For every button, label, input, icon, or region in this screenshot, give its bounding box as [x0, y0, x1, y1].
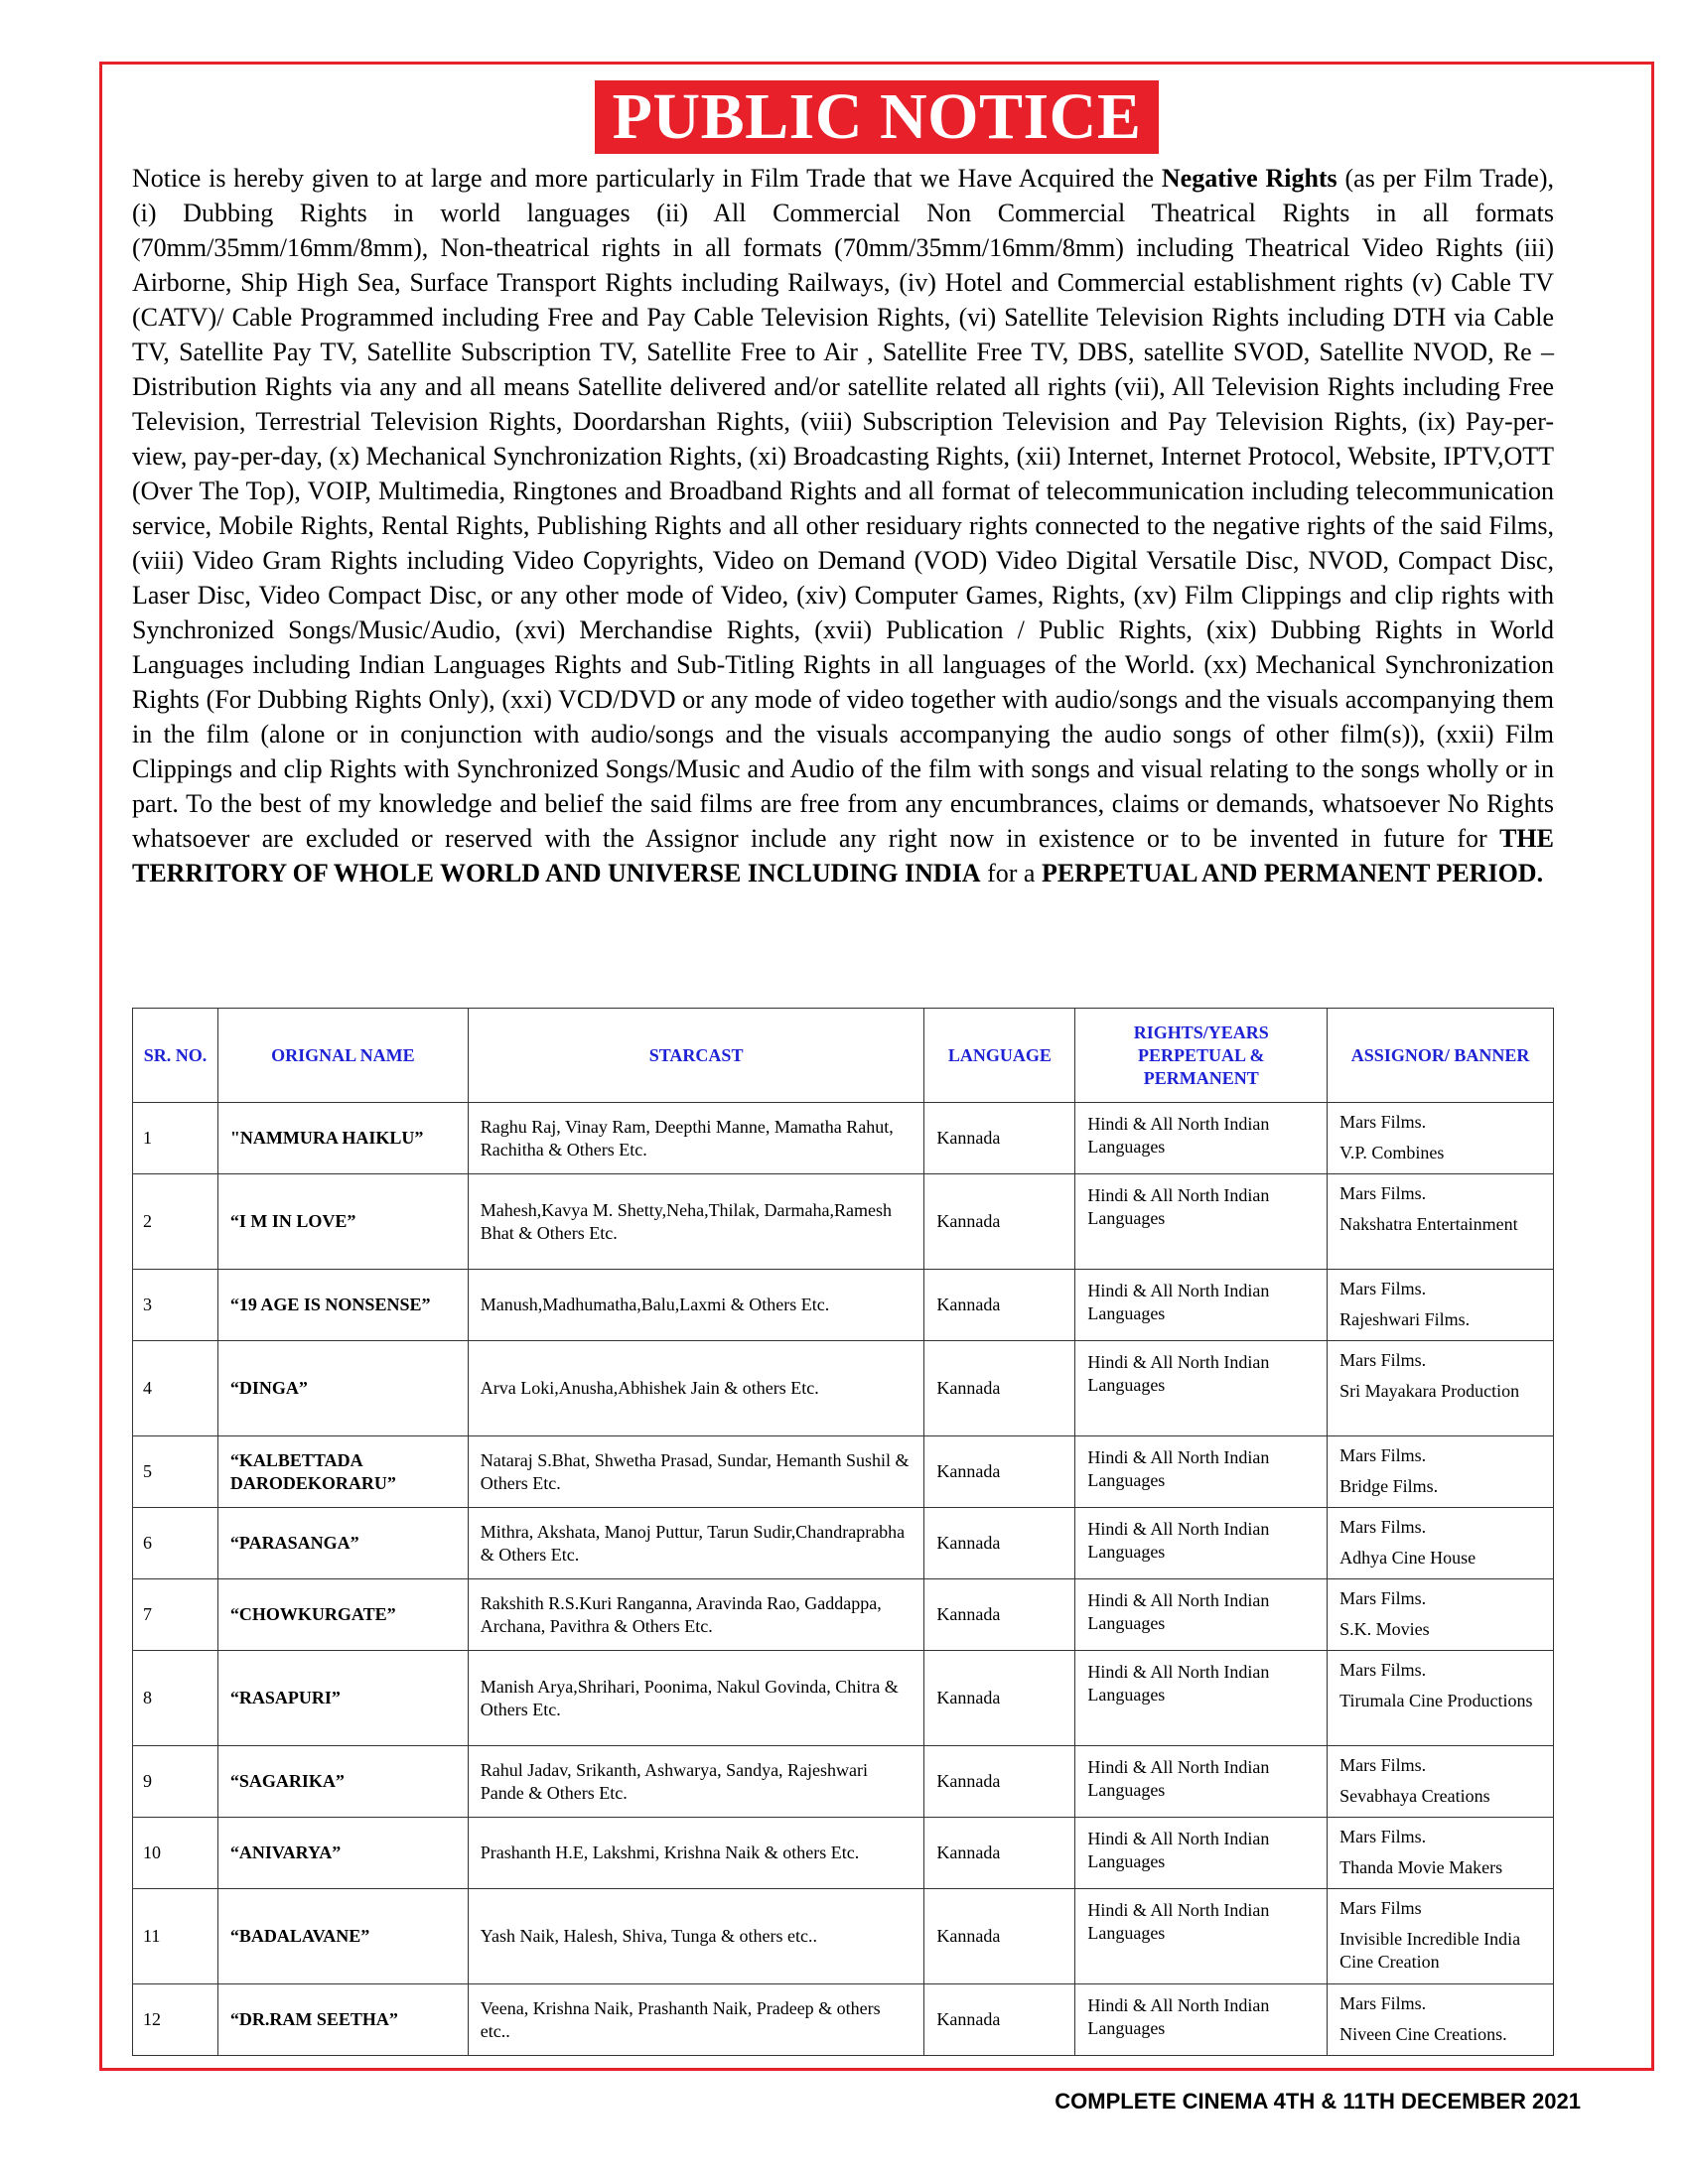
cell-assignor-banner — [1328, 1746, 1554, 1818]
cell-original-name: “BADALAVANE” — [217, 1889, 468, 1984]
cell-rights: Hindi & All North Indian Languages — [1075, 1579, 1328, 1651]
header-original-name: ORIGNAL NAME — [217, 1009, 468, 1103]
cell-sr-no: 12 — [133, 1984, 218, 2056]
cell-assignor-banner — [1328, 1984, 1554, 2056]
cell-rights: Hindi & All North Indian Languages — [1075, 1984, 1328, 2056]
cell-assignor-banner — [1328, 1174, 1554, 1270]
table-row — [133, 1270, 1554, 1341]
assignor-name: Mars Films — [1339, 1898, 1422, 1918]
cell-language: Kannada — [924, 1651, 1075, 1746]
cell-assignor-banner — [1328, 1651, 1554, 1746]
cell-rights: Hindi & All North Indian Languages — [1075, 1436, 1328, 1508]
assignor-name: Mars Films. — [1339, 1112, 1427, 1132]
cell-language: Kannada — [924, 1579, 1075, 1651]
cell-rights: Hindi & All North Indian Languages — [1075, 1508, 1328, 1579]
assignor-name: Mars Films. — [1339, 1993, 1427, 2013]
table-row — [133, 1341, 1554, 1436]
notice-text-2: (as per Film Trade), (i) Dubbing Rights in world languages (ii) All Commercial Non Commercial Theatrical Rights in all formats (70mm/35mm/16mm/8mm), Non-theatrical rights in all formats (70mm/35mm/16mm/8mm) including Theatrical Video Rights (iii) Airborne, Ship High Sea, Surface Transport Rights including Railways, (iv) Hotel and Commercial establishment rights (v) Cable TV (CATV)/ Cable Programmed including Free and Pay Cable Television Rights, (vi) Satellite Television Rights including DTH via Cable TV, Satellite Pay TV, Satellite Subscription TV, Satellite Free to Air , Satellite Free TV, DBS, satellite SVOD, Satellite NVOD, Re – Distribution Rights via any and all means Satellite delivered and/or satellite related all rights (vii), All Television Rights including Free Television, Terrestrial Television Rights, Doordarshan Rights, (viii) Subscription Television and Pay Television Rights, (ix) Pay-per-view, pay-per-day, (x) Mechanical Synchronization Rights, (xi) Broadcasting Rights, (xii) Internet, Internet Protocol, Website, IPTV,OTT (Over The Top), VOIP, Multimedia, Ringtones and Broadband Rights and all format of telecommunication including telecommunication service, Mobile Rights, Rental Rights, Publishing Rights and all other residuary rights connected to the negative rights of the said Films, (viii) Video Gram Rights including Video Copyrights, Video on Demand (VOD) Video Digital Versatile Disc, NVOD, Compact Disc, Laser Disc, Video Compact Disc, or any other mode of Video, (xiv) Computer Games, Rights, (xv) Film Clippings and clip rights with Synchronized Songs/Music/Audio, (xvi) Merchandise Rights, (xvii) Publication / Public Rights, (xix) Dubbing Rights in World Languages including Indian Languages Rights and Sub-Titling Rights in all languages of the World. (xx) Mechanical Synchronization Rights (For Dubbing Rights Only), (xxi) VCD/DVD or any mode of video together with audio/songs and the visuals accompanying them in the film (alone or in conjunction with audio/songs and the visuals accompanying the audio songs of other film(s)), (xxii) Film Clippings and clip Rights with Synchronized Songs/Music and Audio of the film with songs and visual relating to the songs wholly or in part. To the best of my knowledge and belief the said films are free from any encumbrances, claims or demands, whatsoever No Rights whatsoever are excluded or reserved with the Assignor include any right now in existence or to be invented in future for — [132, 164, 1554, 853]
cell-original-name: “ANIVARYA” — [217, 1818, 468, 1889]
cell-original-name: “SAGARIKA” — [217, 1746, 468, 1818]
banner-name: Rajeshwari Films. — [1339, 1309, 1471, 1329]
banner-name: Tirumala Cine Productions — [1339, 1691, 1533, 1710]
cell-rights: Hindi & All North Indian Languages — [1075, 1818, 1328, 1889]
table-row — [133, 1508, 1554, 1579]
banner-name: Niveen Cine Creations. — [1339, 2024, 1507, 2044]
notice-text-3: for a — [980, 859, 1042, 887]
banner-name: Sri Mayakara Production — [1339, 1381, 1520, 1401]
assignor-name: Mars Films. — [1339, 1183, 1427, 1203]
cell-assignor-banner — [1328, 1889, 1554, 1984]
header-starcast: STARCAST — [468, 1009, 924, 1103]
table-row — [133, 1579, 1554, 1651]
cell-starcast: Mithra, Akshata, Manoj Puttur, Tarun Sudir,Chandraprabha & Others Etc. — [468, 1508, 924, 1579]
assignor-name: Mars Films. — [1339, 1517, 1427, 1537]
cell-assignor-banner — [1328, 1103, 1554, 1174]
cell-original-name: “CHOWKURGATE” — [217, 1579, 468, 1651]
cell-starcast: Veena, Krishna Naik, Prashanth Naik, Pradeep & others etc.. — [468, 1984, 924, 2056]
cell-original-name: “RASAPURI” — [217, 1651, 468, 1746]
cell-original-name: “DR.RAM SEETHA” — [217, 1984, 468, 2056]
cell-language: Kannada — [924, 1270, 1075, 1341]
assignor-name: Mars Films. — [1339, 1827, 1427, 1846]
table-row — [133, 1103, 1554, 1174]
cell-sr-no: 11 — [133, 1889, 218, 1984]
cell-starcast: Yash Naik, Halesh, Shiva, Tunga & others etc.. — [468, 1889, 924, 1984]
cell-starcast: Raghu Raj, Vinay Ram, Deepthi Manne, Mamatha Rahut, Rachitha & Others Etc. — [468, 1103, 924, 1174]
header-assignor: ASSIGNOR/ BANNER — [1328, 1009, 1554, 1103]
cell-assignor-banner — [1328, 1341, 1554, 1436]
banner-name: Sevabhaya Creations — [1339, 1786, 1490, 1806]
cell-starcast: Rakshith R.S.Kuri Ranganna, Aravinda Rao, Gaddappa, Archana, Pavithra & Others Etc. — [468, 1579, 924, 1651]
assignor-name: Mars Films. — [1339, 1350, 1427, 1370]
banner-name: Bridge Films. — [1339, 1476, 1439, 1496]
assignor-name: Mars Films. — [1339, 1660, 1427, 1680]
table-row — [133, 1436, 1554, 1508]
notice-bold-period: PERPETUAL AND PERMANENT PERIOD. — [1041, 859, 1544, 887]
cell-starcast: Nataraj S.Bhat, Shwetha Prasad, Sundar, Hemanth Sushil & Others Etc. — [468, 1436, 924, 1508]
cell-starcast: Rahul Jadav, Srikanth, Ashwarya, Sandya, Rajeshwari Pande & Others Etc. — [468, 1746, 924, 1818]
notice-body — [132, 161, 1554, 890]
banner-name: S.K. Movies — [1339, 1619, 1430, 1639]
cell-assignor-banner — [1328, 1270, 1554, 1341]
cell-starcast: Mahesh,Kavya M. Shetty,Neha,Thilak, Darmaha,Ramesh Bhat & Others Etc. — [468, 1174, 924, 1270]
cell-assignor-banner — [1328, 1818, 1554, 1889]
cell-language: Kannada — [924, 1889, 1075, 1984]
footer-publication: COMPLETE CINEMA 4TH & 11TH DECEMBER 2021 — [1055, 2089, 1581, 2114]
table-row — [133, 1984, 1554, 2056]
assignor-name: Mars Films. — [1339, 1588, 1427, 1608]
table-row — [133, 1174, 1554, 1270]
cell-language: Kannada — [924, 1984, 1075, 2056]
cell-original-name: “DINGA” — [217, 1341, 468, 1436]
cell-sr-no: 1 — [133, 1103, 218, 1174]
cell-sr-no: 4 — [133, 1341, 218, 1436]
table-row — [133, 1818, 1554, 1889]
cell-starcast: Manish Arya,Shrihari, Poonima, Nakul Govinda, Chitra & Others Etc. — [468, 1651, 924, 1746]
header-sr-no: SR. NO. — [133, 1009, 218, 1103]
cell-language: Kannada — [924, 1103, 1075, 1174]
cell-sr-no: 5 — [133, 1436, 218, 1508]
cell-rights: Hindi & All North Indian Languages — [1075, 1341, 1328, 1436]
table-row — [133, 1889, 1554, 1984]
cell-rights: Hindi & All North Indian Languages — [1075, 1270, 1328, 1341]
cell-language: Kannada — [924, 1508, 1075, 1579]
assignor-name: Mars Films. — [1339, 1279, 1427, 1298]
notice-frame — [99, 62, 1654, 2071]
cell-language: Kannada — [924, 1174, 1075, 1270]
cell-original-name: "NAMMURA HAIKLU” — [217, 1103, 468, 1174]
banner-name: V.P. Combines — [1339, 1143, 1445, 1162]
cell-sr-no: 10 — [133, 1818, 218, 1889]
cell-original-name: “I M IN LOVE” — [217, 1174, 468, 1270]
cell-assignor-banner — [1328, 1579, 1554, 1651]
table-header-row — [133, 1009, 1554, 1103]
cell-rights: Hindi & All North Indian Languages — [1075, 1174, 1328, 1270]
banner-name: Adhya Cine House — [1339, 1548, 1477, 1568]
cell-rights: Hindi & All North Indian Languages — [1075, 1889, 1328, 1984]
cell-starcast: Prashanth H.E, Lakshmi, Krishna Naik & others Etc. — [468, 1818, 924, 1889]
header-rights: RIGHTS/YEARS PERPETUAL & PERMANENT — [1075, 1009, 1328, 1103]
cell-sr-no: 8 — [133, 1651, 218, 1746]
title-wrap — [102, 80, 1651, 154]
cell-rights: Hindi & All North Indian Languages — [1075, 1103, 1328, 1174]
notice-bold-negative-rights: Negative Rights — [1161, 164, 1337, 193]
cell-original-name: “KALBETTADA DARODEKORARU” — [217, 1436, 468, 1508]
cell-sr-no: 3 — [133, 1270, 218, 1341]
cell-assignor-banner — [1328, 1508, 1554, 1579]
cell-language: Kannada — [924, 1341, 1075, 1436]
assignor-name: Mars Films. — [1339, 1755, 1427, 1775]
cell-rights: Hindi & All North Indian Languages — [1075, 1651, 1328, 1746]
assignor-name: Mars Films. — [1339, 1445, 1427, 1465]
cell-language: Kannada — [924, 1746, 1075, 1818]
banner-name: Nakshatra Entertainment — [1339, 1214, 1518, 1234]
cell-original-name: “19 AGE IS NONSENSE” — [217, 1270, 468, 1341]
cell-language: Kannada — [924, 1436, 1075, 1508]
notice-text-1: Notice is hereby given to at large and more particularly in Film Trade that we Have Acquired the — [132, 164, 1162, 193]
cell-starcast: Arva Loki,Anusha,Abhishek Jain & others Etc. — [468, 1341, 924, 1436]
rights-table — [132, 1008, 1554, 2056]
cell-rights: Hindi & All North Indian Languages — [1075, 1746, 1328, 1818]
header-language: LANGUAGE — [924, 1009, 1075, 1103]
cell-assignor-banner — [1328, 1436, 1554, 1508]
cell-original-name: “PARASANGA” — [217, 1508, 468, 1579]
cell-sr-no: 6 — [133, 1508, 218, 1579]
page-title: PUBLIC NOTICE — [595, 80, 1160, 154]
banner-name: Invisible Incredible India Cine Creation — [1339, 1929, 1521, 1972]
table-row — [133, 1651, 1554, 1746]
cell-starcast: Manush,Madhumatha,Balu,Laxmi & Others Etc. — [468, 1270, 924, 1341]
cell-language: Kannada — [924, 1818, 1075, 1889]
cell-sr-no: 7 — [133, 1579, 218, 1651]
cell-sr-no: 9 — [133, 1746, 218, 1818]
table-row — [133, 1746, 1554, 1818]
banner-name: Thanda Movie Makers — [1339, 1857, 1503, 1877]
notice-bold-territory: THE TERRITORY OF WHOLE WORLD AND UNIVERSE INCLUDING INDIA — [132, 824, 1554, 887]
cell-sr-no: 2 — [133, 1174, 218, 1270]
